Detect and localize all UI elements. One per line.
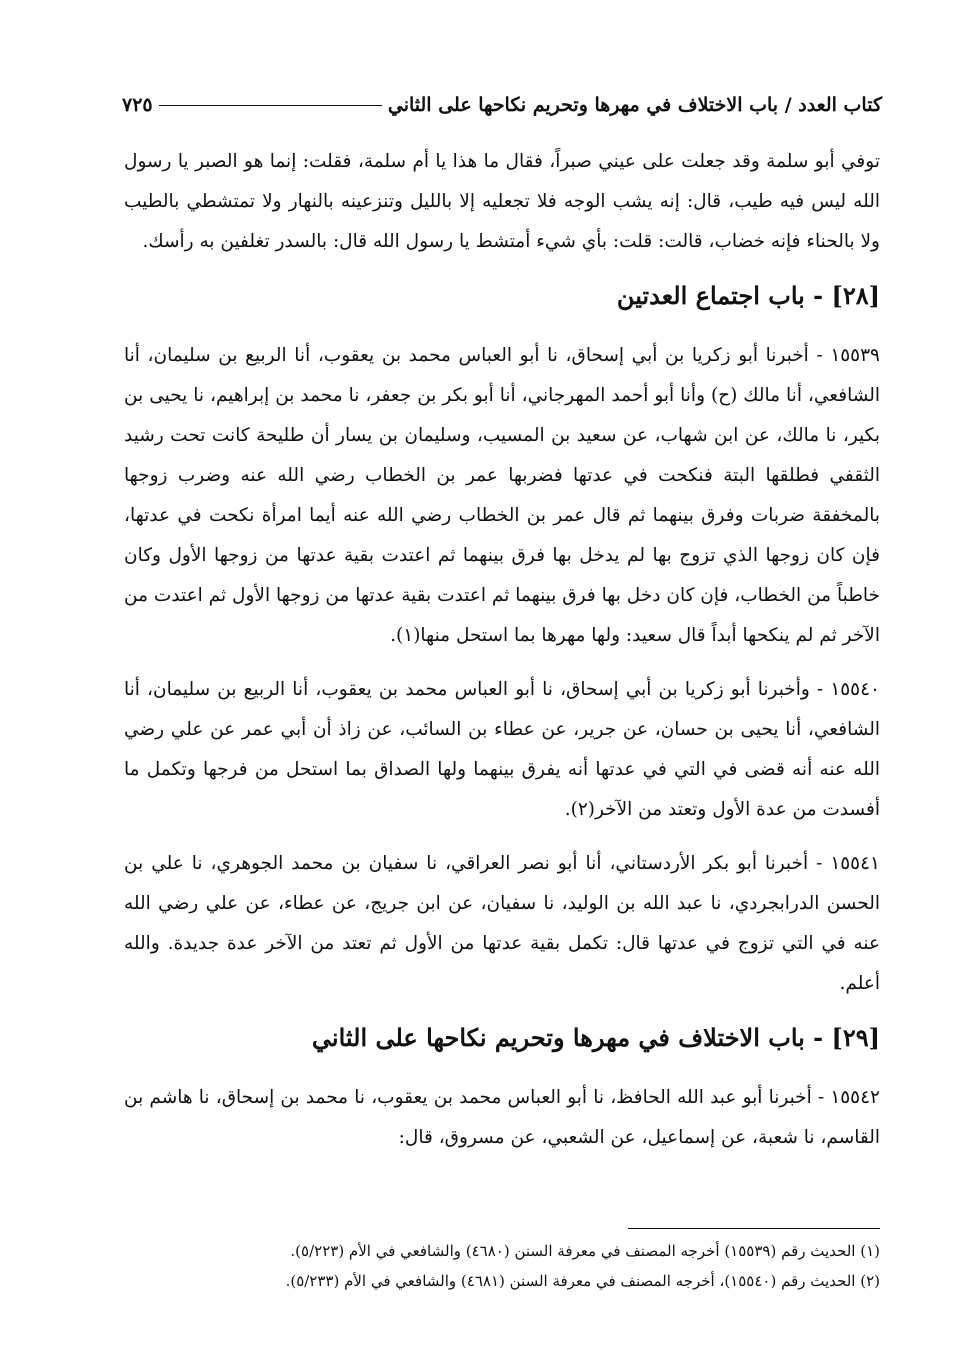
running-header-title: كتاب العدد / باب الاختلاف في مهرها وتحريم نكاحها على الثاني [387, 94, 882, 116]
footnote-rule [628, 1228, 880, 1229]
running-header [122, 88, 882, 122]
footnotes [124, 1236, 880, 1296]
hadith-15542: ١٥٥٤٢ - أخبرنا أبو عبد الله الحافظ، نا أبو العباس محمد بن يعقوب، نا محمد بن إسحاق، نا هاشم بن القاسم، نا شعبة، عن إسماعيل، عن الشعبي، عن مسروق، قال: [124, 1087, 880, 1148]
paragraph-gap [124, 656, 880, 670]
hadith-15541: ١٥٥٤١ - أخبرنا أبو بكر الأردستاني، أنا أبو نصر العراقي، نا سفيان بن محمد الجوهري، نا علي بن الحسن الدرابجردي، نا عبد الله بن الوليد، نا سفيان، عن ابن جريج، عن عطاء، عن علي رضي الله عنه في التي تزوج في عدتها قال: تكمل بقية عدتها من الأول ثم تعتد من الآخر عدة جديدة. والله أعلم. [124, 853, 880, 994]
hadith-15539: ١٥٥٣٩ - أخبرنا أبو زكريا بن أبي إسحاق، نا أبو العباس محمد بن يعقوب، أنا الربيع بن سليمان، أنا الشافعي، أنا مالك (ح) وأنا أبو أحمد المهرجاني، أنا أبو بكر بن جعفر، نا محمد بن إبراهيم، نا يحيى بن بكير، نا مالك، عن ابن شهاب، عن سعيد بن المسيب، وسليمان بن يسار أن طليحة كانت تحت رشيد الثقفي فطلقها البتة فنكحت في عدتها فضربها عمر بن الخطاب رضي الله عنه وضرب زوجها بالمخفقة ضربات وفرق بينهما ثم قال عمر بن الخطاب رضي الله عنه أيما امرأة نكحت في عدتها، فإن كان زوجها الذي تزوج بها لم يدخل بها فرق بينهما ثم اعتدت بقية عدتها من زوجها الأول وكان خاطباً من الخطاب، فإن كان دخل بها فرق بينهما ثم اعتدت بقية عدتها من زوجها الأول ثم اعتدت من الآخر ثم لم ينكحها أبداً قال سعيد: ولها مهرها بما استحل منها(١). [124, 345, 880, 646]
footnote-2: (٢) الحديث رقم (١٥٥٤٠)، أخرجه المصنف في معرفة السنن (٤٦٨١) والشافعي في الأم (٥/٢٣٣). [285, 1272, 880, 1290]
intro-paragraph: توفي أبو سلمة وقد جعلت على عيني صبراً، فقال ما هذا يا أم سلمة، فقلت: إنما هو الصبر يا رسول الله ليس فيه طيب، قال: إنه يشب الوجه فلا تجعليه إلا بالليل وتنزعينه بالنهار ولا تمتشطي بالطيب ولا بالحناء فإنه خضاب، قالت: قلت: بأي شيء أمتشط يا رسول الله قال: بالسدر تغلفين به رأسك. [124, 151, 880, 252]
paragraph-gap [124, 830, 880, 844]
header-rule [159, 105, 382, 106]
main-text [124, 142, 880, 1158]
hadith-15540: ١٥٥٤٠ - وأخبرنا أبو زكريا بن أبي إسحاق، نا أبو العباس محمد بن يعقوب، أنا الربيع بن سليمان، أنا الشافعي، أنا يحيى بن حسان، عن جرير، عن عطاء بن السائب، عن زاذ أن أبي عمر عن علي رضي الله عنه أنه قضى في التي في عدتها أنه يفرق بينهما ولها الصداق بما استحل من فرجها وتكمل ما أفسدت من عدة الأول وتعتد من الآخر(٢). [124, 679, 880, 820]
section-29-title: [٢٩] - باب الاختلاف في مهرها وتحريم نكاحها على الثاني [311, 1023, 880, 1052]
footnote-1: (١) الحديث رقم (١٥٥٣٩) أخرجه المصنف في معرفة السنن (٤٦٨٠) والشافعي في الأم (٥/٢٢٣). [290, 1242, 880, 1260]
section-28-title: [٢٨] - باب اجتماع العدتين [616, 281, 880, 310]
page-number: ٧٢٥ [122, 94, 153, 116]
